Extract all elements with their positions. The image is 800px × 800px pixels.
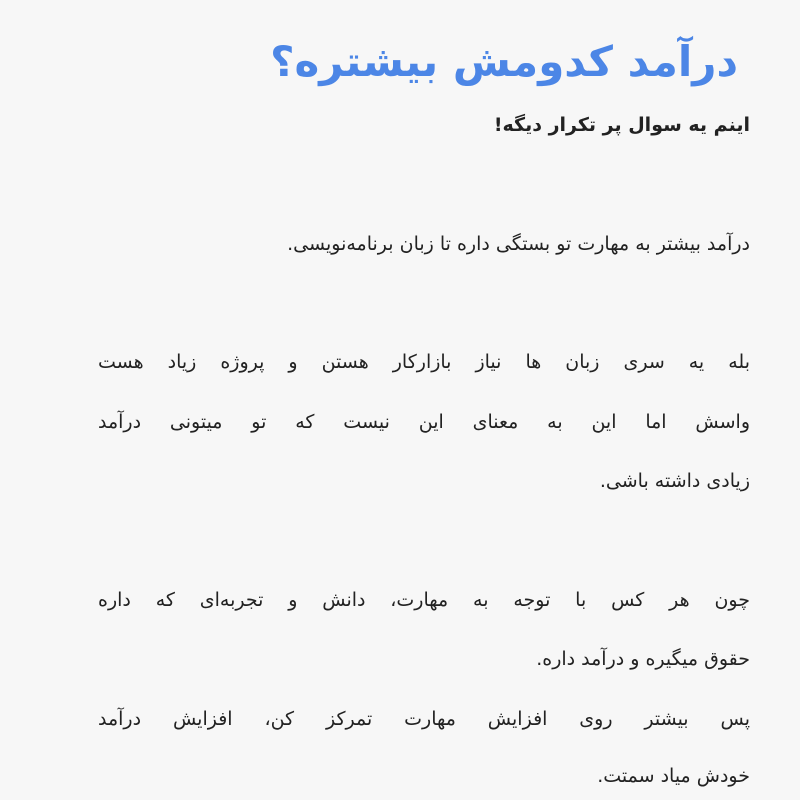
paragraph-2-line-1: بله یه سری زبان ها نیاز بازارکار هستن و پروژه زیاد هست xyxy=(98,351,750,373)
paragraph-2-line-3: زیادی داشته باشی. xyxy=(599,470,750,492)
paragraph-4-line-1: پس بیشتر روی افزایش مهارت تمرکز کن، افزایش درآمد xyxy=(98,708,750,730)
page-title: درآمد کدومش بیشتره؟ xyxy=(270,37,738,86)
intro-line: اینم یه سوال پر تکرار دیگه! xyxy=(493,114,750,136)
paragraph-2-line-2: واسش اما این به معنای این نیست که تو میتونی درآمد xyxy=(98,411,750,433)
paragraph-3-line-2: حقوق میگیره و درآمد داره. xyxy=(536,648,750,670)
paragraph-4-line-2: خودش میاد سمتت. xyxy=(597,765,750,787)
paragraph-1-line-1: درآمد بیشتر به مهارت تو بستگی داره تا زبان برنامه‌نویسی. xyxy=(287,233,750,255)
paragraph-3-line-1: چون هر کس با توجه به مهارت، دانش و تجربه‌ای که داره xyxy=(98,589,750,611)
